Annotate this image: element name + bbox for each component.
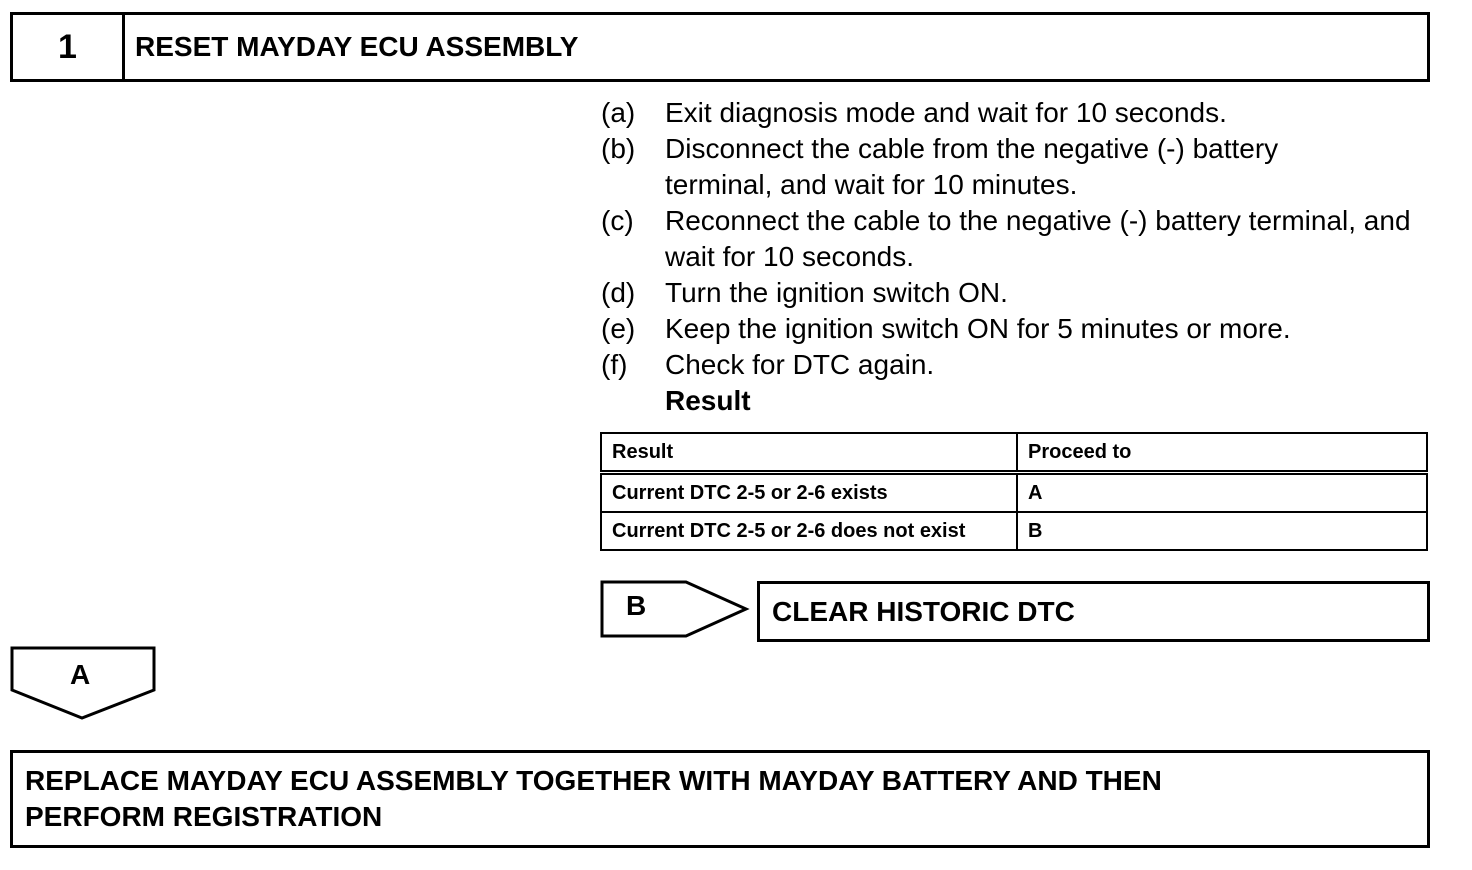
branch-b-arrow-icon [600,580,750,638]
table-cell: Current DTC 2-5 or 2-6 does not exist [601,512,1017,550]
instruction-text: Disconnect the cable from the negative (-) battery terminal, and wait for 10 minutes. [665,133,1279,200]
table-row [601,512,1427,550]
table-header-cell: Proceed to [1017,433,1427,473]
instruction-item [601,275,1431,311]
instruction-item [601,347,1431,383]
instruction-text: Reconnect the cable to the negative (-) battery terminal, and wait for 10 seconds. [665,205,1411,272]
step-header [10,12,1430,82]
instruction-letter: (e) [601,313,636,344]
instruction-item [601,95,1431,131]
step-number: 1 [13,15,125,79]
instruction-text: Keep the ignition switch ON for 5 minutes or more. [665,313,1291,344]
step-title: RESET MAYDAY ECU ASSEMBLY [135,31,579,62]
instruction-text: Exit diagnosis mode and wait for 10 seconds. [665,97,1227,128]
instruction-list [601,95,1431,419]
instruction-item [601,131,1431,203]
replace-ecu-text: REPLACE MAYDAY ECU ASSEMBLY TOGETHER WITH MAYDAY BATTERY AND THEN PERFORM REGISTRATION [25,765,1162,832]
branch-b-label: B [626,590,647,621]
table-row [601,473,1427,513]
result-heading: Result [665,385,751,416]
instruction-letter: (f) [601,349,628,380]
table-cell: A [1017,473,1427,513]
table-cell: B [1017,512,1427,550]
instruction-text: Turn the ignition switch ON. [665,277,1008,308]
replace-ecu-box [10,750,1430,848]
table-cell: Current DTC 2-5 or 2-6 exists [601,473,1017,513]
clear-historic-dtc-box: CLEAR HISTORIC DTC [757,581,1430,642]
instruction-letter: (d) [601,277,636,308]
instruction-item [601,311,1431,347]
table-header-row [601,433,1427,473]
result-table [600,432,1428,551]
instruction-letter: (b) [601,133,636,164]
table-header-cell: Result [601,433,1017,473]
instruction-text: Check for DTC again. [665,349,935,380]
instruction-item [601,203,1431,275]
instruction-letter: (a) [601,97,636,128]
instruction-letter: (c) [601,205,634,236]
branch-a-label: A [70,659,91,690]
